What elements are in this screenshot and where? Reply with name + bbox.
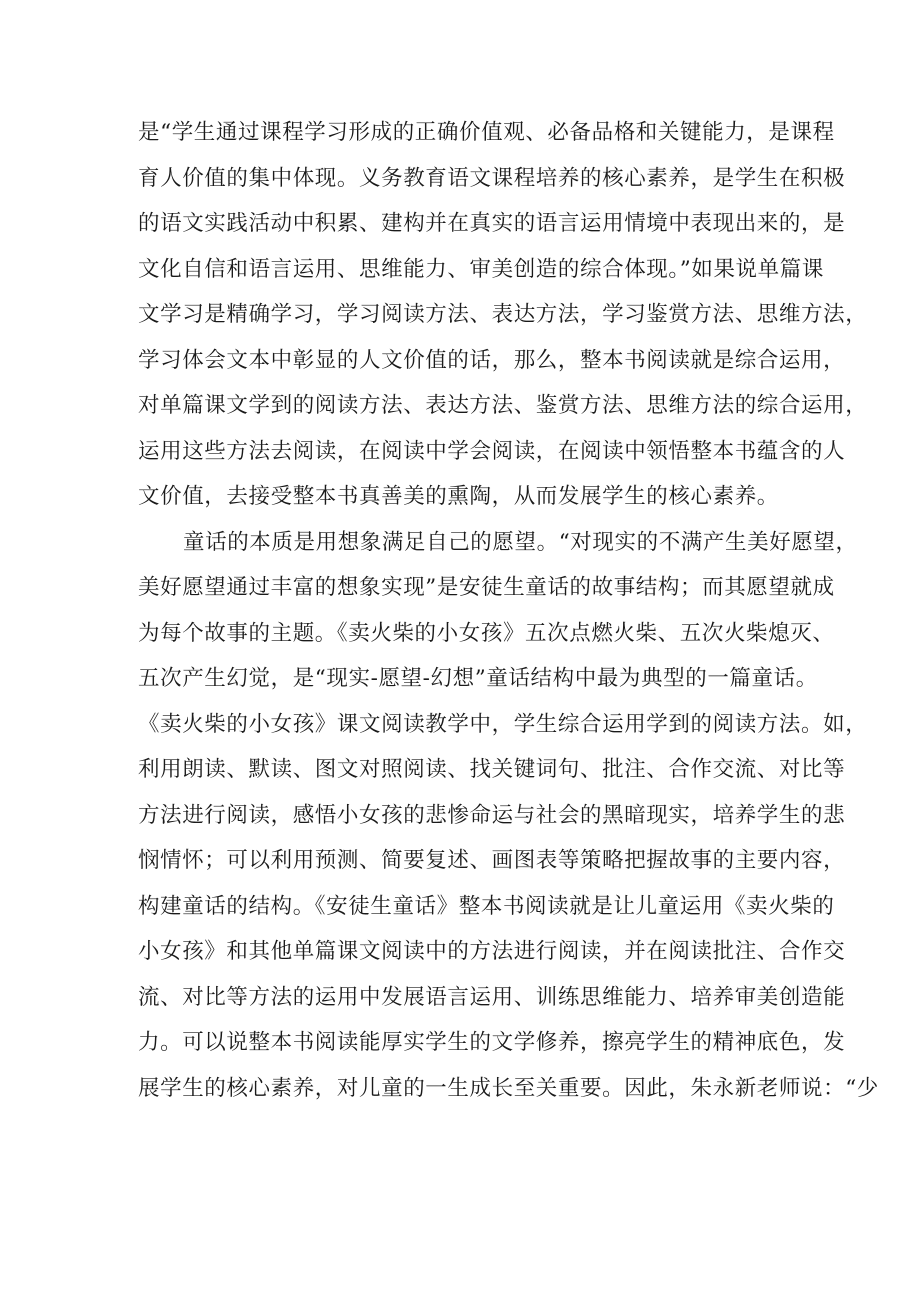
text-line: 构建童话的结构。《安徒生童话》整本书阅读就是让儿童运用《卖火柴的 — [138, 893, 835, 919]
text-line: 利用朗读、默读、图文对照阅读、找关键词句、批注、合作交流、对比等 — [138, 757, 846, 782]
text-line: 学习体会文本中彰显的人文价值的话，那么，整本书阅读就是综合运用， — [138, 347, 846, 373]
text-line: 育人价值的集中体现。义务教育语文课程培养的核心素养，是学生在积极 — [138, 165, 846, 191]
text-line: 对单篇课文学到的阅读方法、表达方法、鉴赏方法、思维方法的综合运用， — [138, 393, 868, 418]
text-line: 悯情怀；可以利用预测、简要复述、画图表等策略把握故事的主要内容， — [138, 848, 846, 873]
text-line: 的语文实践活动中积累、建构并在真实的语言运用情境中表现出来的，是 — [138, 211, 846, 236]
text-line: 五次产生幻觉，是“现实-愿望-幻想”童话结构中最为典型的一篇童话。 — [138, 666, 818, 691]
text-line: 文学习是精确学习，学习阅读方法、表达方法，学习鉴赏方法、思维方法， — [138, 302, 868, 327]
text-line: 运用这些方法去阅读，在阅读中学会阅读，在阅读中领悟整本书蕴含的人 — [138, 438, 846, 464]
text-line: 力。可以说整本书阅读能厚实学生的文学修养，擦亮学生的精神底色，发 — [138, 1030, 846, 1055]
body-text — [138, 110, 879, 1111]
paragraph-first-line: 童话的本质是用想象满足自己的愿望。“对现实的不满产生美好愿望， — [183, 529, 858, 555]
text-line: 是“学生通过课程学习形成的正确价值观、必备品格和关键能力，是课程 — [138, 120, 835, 145]
text-line: 小女孩》和其他单篇课文阅读中的方法进行阅读，并在阅读批注、合作交 — [138, 939, 846, 964]
text-line: 《卖火柴的小女孩》课文阅读教学中，学生综合运用学到的阅读方法。如， — [138, 711, 868, 737]
text-line-last: 文价值，去接受整本书真善美的熏陶，从而发展学生的核心素养。 — [138, 484, 779, 509]
text-line: 为每个故事的主题。《卖火柴的小女孩》五次点燃火柴、五次火柴熄灭、 — [138, 620, 835, 646]
text-line: 流、对比等方法的运用中发展语言运用、训练思维能力、培养审美创造能 — [138, 984, 846, 1010]
text-line: 方法进行阅读，感悟小女孩的悲惨命运与社会的黑暗现实，培养学生的悲 — [138, 802, 846, 828]
text-line: 文化自信和语言运用、思维能力、审美创造的综合体现。”如果说单篇课 — [138, 256, 824, 282]
text-line: 展学生的核心素养，对儿童的一生成长至关重要。因此，朱永新老师说：“少 — [138, 1075, 879, 1101]
text-line: 美好愿望通过丰富的想象实现”是安徒生童话的故事结构；而其愿望就成 — [138, 575, 835, 600]
